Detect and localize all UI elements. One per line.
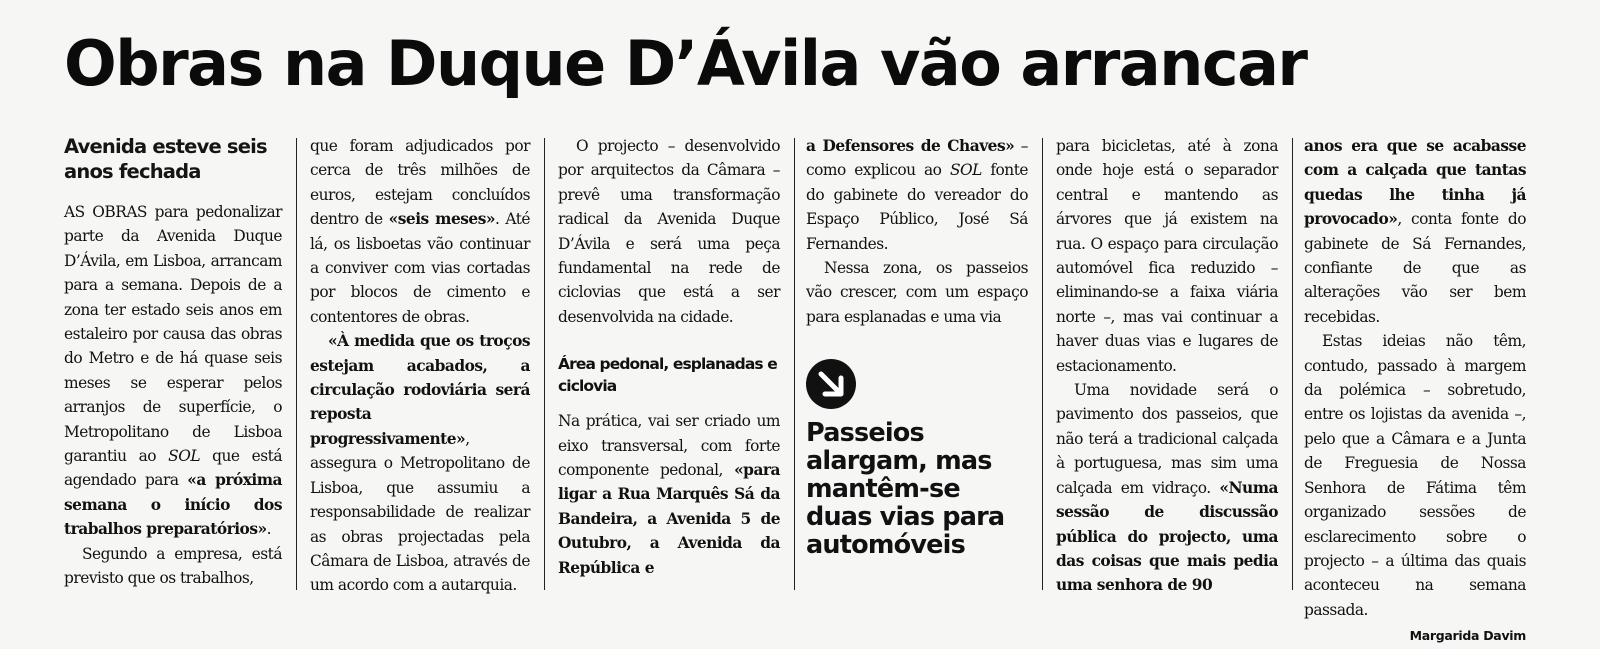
sol-name: SOL [168, 447, 201, 466]
text: . Até lá, os lisboetas vão continuar a conviver com vias cortadas por blocos de cimento e contentores de obras. [310, 210, 530, 326]
column-rule [1042, 138, 1043, 590]
text: , conta fonte do gabinete de Sá Fernandes, confiante de que as alterações vão ser bem recebidas. [1304, 210, 1526, 326]
quote: a Defensores de Chaves» [806, 137, 1015, 155]
c5-paragraph-2 [1056, 378, 1278, 598]
quote: «seis meses» [388, 210, 495, 229]
text: – como explicou ao [806, 137, 1028, 180]
text: que está agendado para [64, 447, 283, 490]
c3-paragraph-1: O projecto – desenvolvido por arquitectos da Câmara – prevê uma transformação radical da Avenida Duque D’Ávila e será uma peça fundamental na rede de ciclovias que está a ser desenvolvida na cidade. [558, 137, 780, 326]
c2-paragraph-2 [310, 329, 530, 597]
column-3 [558, 134, 780, 594]
column-rule [544, 138, 545, 590]
sol-name: SOL [949, 161, 982, 180]
text: Uma novidade será o pavimento dos passeios, que não terá a tradicional calçada à portuguesa, mas sim uma calçada em vidraço. [1056, 381, 1278, 497]
c5-paragraph-1: para bicicletas, até à zona onde hoje está o separador central e mantendo as árvores que já existem na rua. O espaço para circulação automóvel fica reduzido – eliminando-se a faixa viária norte –, mas vai continuar a haver duas vias e lugares de estacionamento. [1056, 137, 1278, 375]
c6-paragraph-1 [1304, 134, 1526, 329]
lead-in: AS OBRAS [64, 203, 147, 221]
c2-paragraph-1 [310, 134, 530, 329]
quote: «a próxima semana o início dos trabalhos preparatórios» [64, 471, 282, 539]
column-rule [1292, 138, 1293, 590]
column-4 [806, 134, 1028, 594]
text: , assegura o Metropolitano de Lisboa, que assumiu a responsabilidade de realizar as obras projectadas pela Câmara de Lisboa, através de um acordo com a autarquia. [310, 429, 530, 595]
side-headline: Passeios alargam, mas mantêm-se duas vias para automóveis [806, 418, 1005, 561]
subhead: Área pedonal, esplanadas e ciclovia [558, 355, 777, 396]
quote: «Numa sessão de discussão pública do projecto, uma das coisas que mais pedia uma senhora de 90 [1056, 478, 1278, 595]
c4-paragraph-1 [806, 134, 1028, 256]
text: fonte do gabinete do vereador do Espaço Público, José Sá Fernandes. [806, 161, 1029, 253]
text: . [266, 520, 272, 539]
quote: anos era que se acabasse com a calçada que tantas quedas lhe tinha já provocado» [1304, 137, 1526, 229]
column-5 [1056, 134, 1278, 594]
column-6 [1304, 134, 1526, 644]
headline: Obras na Duque D’Ávila vão arrancar [64, 27, 1307, 100]
arrow-down-right-icon [806, 359, 856, 409]
c1-paragraph-2: Segundo a empresa, está previsto que os trabalhos, [64, 544, 282, 588]
column-1 [64, 134, 282, 594]
kicker: Avenida esteve seis anos fechada [64, 135, 267, 183]
c4-paragraph-2: Nessa zona, os passeios vão crescer, com um espaço para esplanadas e uma via [806, 259, 1028, 326]
quote: «para ligar a Rua Marquês Sá da Bandeira, a Avenida 5 de Outubro, a Avenida da República e [558, 461, 780, 577]
byline: Margarida Davim [1409, 628, 1526, 644]
text: para pedonalizar parte da Avenida Duque D’Ávila, em Lisboa, arrancam para a semana. Depois de a zona ter estado seis anos em estaleiro por causa das obras do Metro e de há quase seis meses se esperar pelos arranjos de superfície, o Metropolitano de Lisboa garantiu ao [64, 203, 282, 466]
c3-paragraph-2 [558, 409, 780, 580]
column-2 [310, 134, 530, 594]
c6-paragraph-2: Estas ideias não têm, contudo, passado à margem da polémica – sobretudo, entre os lojistas da avenida –, pelo que a Câmara e a Junta de Freguesia de Nossa Senhora de Fátima têm organizado sessões de esclarecimento sobre o projecto – a última das quais aconteceu na semana passada. [1304, 332, 1526, 619]
quote: «À medida que os troços estejam acabados, a circulação rodoviária será reposta progressivamente» [310, 332, 530, 448]
column-rule [296, 138, 297, 590]
column-rule [794, 138, 795, 590]
text: que foram adjudicados por cerca de três milhões de euros, estejam concluídos dentro de [310, 137, 530, 229]
text: Na prática, vai ser criado um eixo transversal, com forte componente pedonal, [558, 412, 780, 480]
c1-paragraph-1 [64, 200, 282, 542]
